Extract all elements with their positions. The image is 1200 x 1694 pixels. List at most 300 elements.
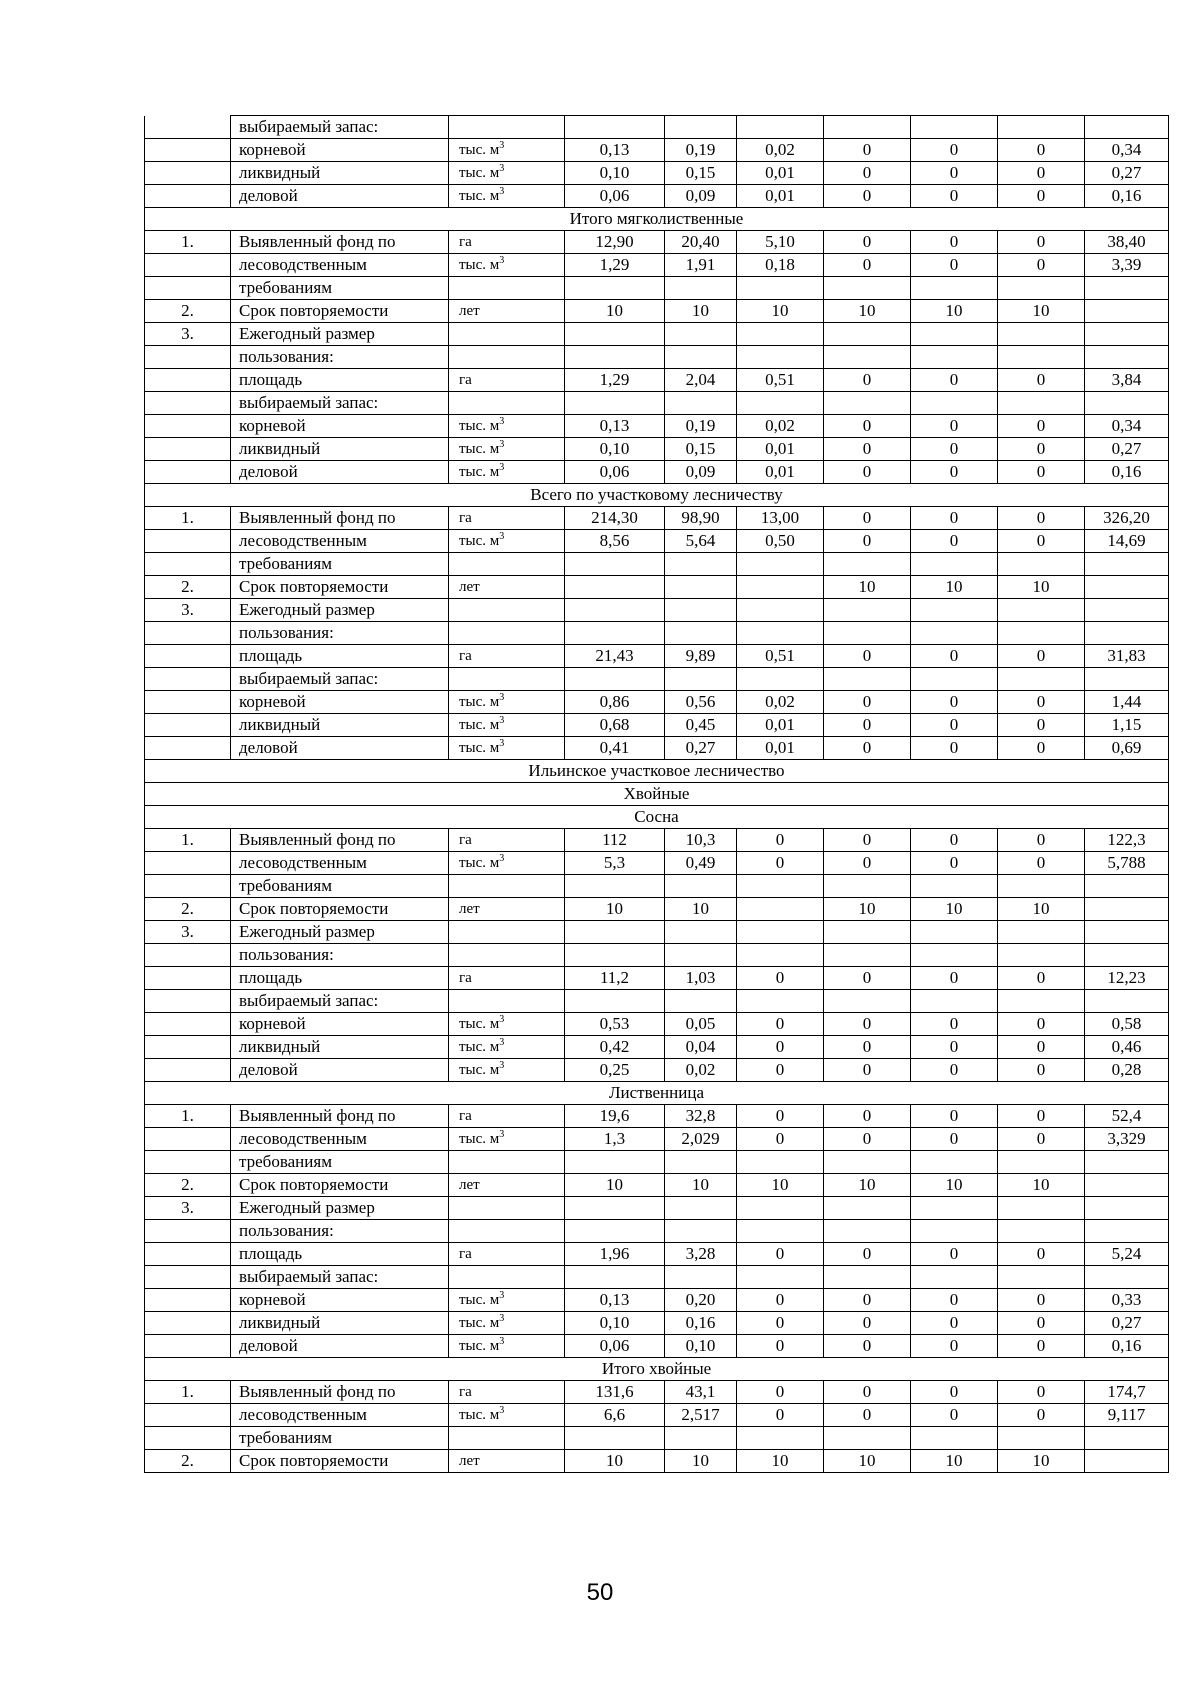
value-cell: 0 [824,1312,911,1335]
value-cell [737,346,824,369]
unit-superscript: 3 [499,1313,505,1324]
indicator-cell: площадь [231,369,449,392]
value-cell [565,875,665,898]
indicator-cell: лесоводственным [231,1128,449,1151]
value-cell: 0,16 [1085,461,1169,484]
value-cell: 0 [998,1335,1085,1358]
value-cell: 0 [911,1404,998,1427]
unit-cell [449,553,565,576]
value-cell: 0,16 [1085,185,1169,208]
value-cell: 0 [737,1289,824,1312]
indicator-cell: корневой [231,415,449,438]
value-cell [911,990,998,1013]
value-cell [737,1197,824,1220]
value-cell: 0,01 [737,162,824,185]
item-number-cell: 2. [145,300,231,323]
value-cell: 0,41 [565,737,665,760]
item-number-cell [145,139,231,162]
value-cell [737,668,824,691]
unit-cell [449,921,565,944]
value-cell: 0,27 [1085,438,1169,461]
unit-cell [449,1427,565,1450]
value-cell [1085,323,1169,346]
table-row [145,1312,1169,1335]
unit-cell [449,346,565,369]
table-row [145,1197,1169,1220]
value-cell: 0 [998,369,1085,392]
value-cell: 0,13 [565,415,665,438]
value-cell [824,1151,911,1174]
value-cell [998,346,1085,369]
unit-cell [449,990,565,1013]
table-row [145,1335,1169,1358]
value-cell: 10 [565,1174,665,1197]
table-row [145,622,1169,645]
value-cell: 0 [998,714,1085,737]
indicator-cell: выбираемый запас: [231,116,449,139]
unit-cell [449,944,565,967]
value-cell [824,323,911,346]
unit-cell: га [449,369,565,392]
value-cell [565,990,665,1013]
table-row [145,1151,1169,1174]
value-cell [1085,277,1169,300]
unit-cell: лет [449,1174,565,1197]
unit-text: тыс. м [459,1292,500,1308]
value-cell [665,1197,737,1220]
indicator-cell: корневой [231,1013,449,1036]
value-cell [737,576,824,599]
value-cell [1085,898,1169,921]
table-row [145,254,1169,277]
table-row [145,576,1169,599]
value-cell: 0,16 [665,1312,737,1335]
unit-text: тыс. м [459,533,500,549]
unit-superscript: 3 [499,1129,505,1140]
item-number-cell [145,461,231,484]
indicator-cell: лесоводственным [231,530,449,553]
unit-cell [449,1197,565,1220]
section-header-row [145,484,1169,507]
value-cell: 38,40 [1085,231,1169,254]
value-cell: 3,329 [1085,1128,1169,1151]
value-cell: 0 [824,852,911,875]
value-cell [737,622,824,645]
value-cell [665,622,737,645]
value-cell: 0 [998,1243,1085,1266]
unit-cell [449,1312,565,1335]
item-number-cell [145,1220,231,1243]
value-cell: 10 [998,300,1085,323]
unit-text: тыс. м [459,464,500,480]
indicator-cell: требованиям [231,875,449,898]
item-number-cell: 3. [145,323,231,346]
value-cell [824,990,911,1013]
table-row [145,461,1169,484]
unit-text: тыс. м [459,855,500,871]
unit-text: тыс. м [459,1062,500,1078]
value-cell: 0 [911,254,998,277]
value-cell [911,346,998,369]
value-cell: 2,029 [665,1128,737,1151]
value-cell: 0 [824,737,911,760]
value-cell: 3,39 [1085,254,1169,277]
value-cell: 0,16 [1085,1335,1169,1358]
indicator-cell: требованиям [231,1427,449,1450]
unit-cell [449,415,565,438]
item-number-cell: 3. [145,599,231,622]
item-number-cell [145,392,231,415]
indicator-cell: деловой [231,1335,449,1358]
table-row [145,1266,1169,1289]
value-cell: 0 [998,507,1085,530]
value-cell [911,1266,998,1289]
value-cell: 0,27 [1085,162,1169,185]
unit-cell [449,1404,565,1427]
indicator-cell: выбираемый запас: [231,392,449,415]
value-cell: 12,23 [1085,967,1169,990]
value-cell [824,553,911,576]
table-row [145,1036,1169,1059]
value-cell [665,875,737,898]
indicator-cell: пользования: [231,944,449,967]
section-header-row [145,806,1169,829]
item-number-cell [145,852,231,875]
table-row [145,852,1169,875]
value-cell: 0 [911,139,998,162]
section-title: Ильинское участковое лесничество [145,760,1169,783]
value-cell [665,668,737,691]
value-cell: 0,06 [565,1335,665,1358]
value-cell: 0,02 [665,1059,737,1082]
value-cell [1085,300,1169,323]
value-cell: 0 [737,1105,824,1128]
unit-text: тыс. м [459,1338,500,1354]
value-cell [824,1266,911,1289]
value-cell: 10 [737,1450,824,1473]
table-row [145,737,1169,760]
table-row [145,139,1169,162]
value-cell: 21,43 [565,645,665,668]
value-cell [565,1266,665,1289]
value-cell: 0 [911,645,998,668]
unit-superscript: 3 [499,186,505,197]
value-cell: 1,96 [565,1243,665,1266]
item-number-cell [145,622,231,645]
value-cell [998,599,1085,622]
unit-cell: га [449,829,565,852]
value-cell: 0,45 [665,714,737,737]
table-row [145,967,1169,990]
value-cell: 13,00 [737,507,824,530]
value-cell: 0,04 [665,1036,737,1059]
value-cell [565,599,665,622]
item-number-cell [145,645,231,668]
unit-cell: га [449,507,565,530]
indicator-cell: корневой [231,139,449,162]
value-cell: 3,28 [665,1243,737,1266]
item-number-cell [145,415,231,438]
item-number-cell [145,714,231,737]
value-cell: 10 [565,1450,665,1473]
value-cell: 0,53 [565,1013,665,1036]
item-number-cell: 2. [145,1450,231,1473]
value-cell: 0 [998,438,1085,461]
indicator-cell: выбираемый запас: [231,1266,449,1289]
value-cell: 0 [998,162,1085,185]
indicator-cell: ликвидный [231,1036,449,1059]
value-cell [911,668,998,691]
unit-cell [449,1013,565,1036]
indicator-cell: пользования: [231,346,449,369]
value-cell: 0 [998,1105,1085,1128]
unit-text: тыс. м [459,418,500,434]
value-cell: 0 [824,1036,911,1059]
unit-cell: га [449,967,565,990]
value-cell: 0,86 [565,691,665,714]
value-cell [824,1427,911,1450]
unit-text: тыс. м [459,1039,500,1055]
value-cell: 0 [737,852,824,875]
table-row [145,1427,1169,1450]
value-cell [1085,1427,1169,1450]
value-cell [1085,116,1169,139]
value-cell [824,1197,911,1220]
value-cell [824,346,911,369]
table-row [145,1220,1169,1243]
value-cell [911,323,998,346]
item-number-cell: 3. [145,921,231,944]
table-row [145,1128,1169,1151]
value-cell: 0,01 [737,714,824,737]
value-cell [737,1220,824,1243]
unit-cell [449,185,565,208]
value-cell: 0,56 [665,691,737,714]
value-cell: 0,18 [737,254,824,277]
item-number-cell: 2. [145,1174,231,1197]
table-row [145,300,1169,323]
indicator-cell: Срок повторяемости [231,1450,449,1473]
unit-cell [449,254,565,277]
section-title: Всего по участковому лесничеству [145,484,1169,507]
value-cell: 8,56 [565,530,665,553]
section-title: Итого мягколиственные [145,208,1169,231]
value-cell: 5,3 [565,852,665,875]
value-cell: 0 [824,185,911,208]
table-row [145,162,1169,185]
value-cell [665,346,737,369]
value-cell: 326,20 [1085,507,1169,530]
value-cell: 0 [824,714,911,737]
value-cell: 0 [824,829,911,852]
value-cell: 0 [998,1404,1085,1427]
unit-cell: га [449,1105,565,1128]
value-cell: 10 [998,898,1085,921]
value-cell [911,116,998,139]
item-number-cell: 1. [145,829,231,852]
item-number-cell [145,1151,231,1174]
indicator-cell: требованиям [231,277,449,300]
indicator-cell: пользования: [231,1220,449,1243]
value-cell: 0 [911,1335,998,1358]
unit-text: тыс. м [459,1315,500,1331]
value-cell [998,921,1085,944]
value-cell: 0,13 [565,1289,665,1312]
value-cell: 6,6 [565,1404,665,1427]
unit-cell [449,1059,565,1082]
unit-cell [449,323,565,346]
unit-superscript: 3 [499,715,505,726]
value-cell: 10 [911,576,998,599]
value-cell [737,599,824,622]
value-cell: 0 [824,1243,911,1266]
indicator-cell: требованиям [231,1151,449,1174]
unit-superscript: 3 [499,255,505,266]
value-cell [665,116,737,139]
item-number-cell [145,1427,231,1450]
value-cell: 174,7 [1085,1381,1169,1404]
unit-cell: лет [449,576,565,599]
unit-superscript: 3 [499,163,505,174]
value-cell: 0,10 [565,162,665,185]
value-cell [565,392,665,415]
indicator-cell: выбираемый запас: [231,668,449,691]
value-cell: 1,29 [565,369,665,392]
value-cell: 0,34 [1085,139,1169,162]
table-row [145,415,1169,438]
value-cell [1085,1151,1169,1174]
value-cell [665,1151,737,1174]
value-cell: 0 [998,852,1085,875]
section-title: Хвойные [145,783,1169,806]
value-cell [1085,668,1169,691]
value-cell: 0,42 [565,1036,665,1059]
value-cell: 0,19 [665,139,737,162]
value-cell: 0 [824,1105,911,1128]
value-cell: 0 [824,1059,911,1082]
value-cell [737,392,824,415]
value-cell: 0 [911,231,998,254]
table-body [145,116,1169,1473]
indicator-cell: требованиям [231,553,449,576]
item-number-cell [145,116,231,139]
value-cell [1085,1174,1169,1197]
value-cell: 52,4 [1085,1105,1169,1128]
value-cell [1085,944,1169,967]
table-row [145,1404,1169,1427]
value-cell: 0 [911,829,998,852]
value-cell: 131,6 [565,1381,665,1404]
value-cell: 0 [824,645,911,668]
value-cell: 0,09 [665,461,737,484]
indicator-cell: пользования: [231,622,449,645]
value-cell [998,392,1085,415]
value-cell [911,1197,998,1220]
value-cell [998,277,1085,300]
value-cell [911,599,998,622]
value-cell: 0 [911,1105,998,1128]
value-cell [998,990,1085,1013]
section-title: Лиственница [145,1082,1169,1105]
value-cell: 0 [911,185,998,208]
value-cell: 0 [998,829,1085,852]
unit-cell [449,1335,565,1358]
item-number-cell [145,1013,231,1036]
item-number-cell [145,1289,231,1312]
value-cell: 0 [911,1059,998,1082]
unit-text: тыс. м [459,1016,500,1032]
value-cell: 112 [565,829,665,852]
indicator-cell: Выявленный фонд по [231,829,449,852]
value-cell: 0,06 [565,185,665,208]
value-cell: 3,84 [1085,369,1169,392]
value-cell [737,1266,824,1289]
value-cell [911,875,998,898]
unit-cell [449,622,565,645]
unit-cell [449,737,565,760]
value-cell: 9,117 [1085,1404,1169,1427]
value-cell: 122,3 [1085,829,1169,852]
item-number-cell: 1. [145,507,231,530]
table-row [145,1450,1169,1473]
value-cell: 12,90 [565,231,665,254]
value-cell [1085,553,1169,576]
value-cell: 1,44 [1085,691,1169,714]
unit-text: тыс. м [459,717,500,733]
value-cell [1085,392,1169,415]
indicator-cell: Срок повторяемости [231,300,449,323]
value-cell: 0 [998,1312,1085,1335]
unit-superscript: 3 [499,853,505,864]
value-cell: 0 [824,1289,911,1312]
item-number-cell [145,1335,231,1358]
unit-cell [449,392,565,415]
indicator-cell: лесоводственным [231,852,449,875]
indicator-cell: деловой [231,461,449,484]
table-row [145,346,1169,369]
value-cell [824,1220,911,1243]
value-cell: 0,20 [665,1289,737,1312]
value-cell: 10 [998,1450,1085,1473]
unit-superscript: 3 [499,140,505,151]
value-cell: 0,51 [737,369,824,392]
value-cell [911,1151,998,1174]
unit-cell: га [449,1243,565,1266]
item-number-cell: 3. [145,1197,231,1220]
value-cell: 0 [824,691,911,714]
value-cell: 5,24 [1085,1243,1169,1266]
value-cell [665,1220,737,1243]
table-row [145,530,1169,553]
value-cell: 0 [824,1404,911,1427]
value-cell: 0,10 [665,1335,737,1358]
section-header-row [145,1358,1169,1381]
value-cell [737,921,824,944]
value-cell [998,622,1085,645]
value-cell: 0,01 [737,185,824,208]
value-cell [665,576,737,599]
unit-cell [449,875,565,898]
table-row [145,392,1169,415]
value-cell: 5,10 [737,231,824,254]
indicator-cell: Срок повторяемости [231,576,449,599]
table-row [145,990,1169,1013]
value-cell: 0 [824,1013,911,1036]
value-cell [565,323,665,346]
value-cell [1085,921,1169,944]
value-cell [665,1266,737,1289]
value-cell [737,875,824,898]
